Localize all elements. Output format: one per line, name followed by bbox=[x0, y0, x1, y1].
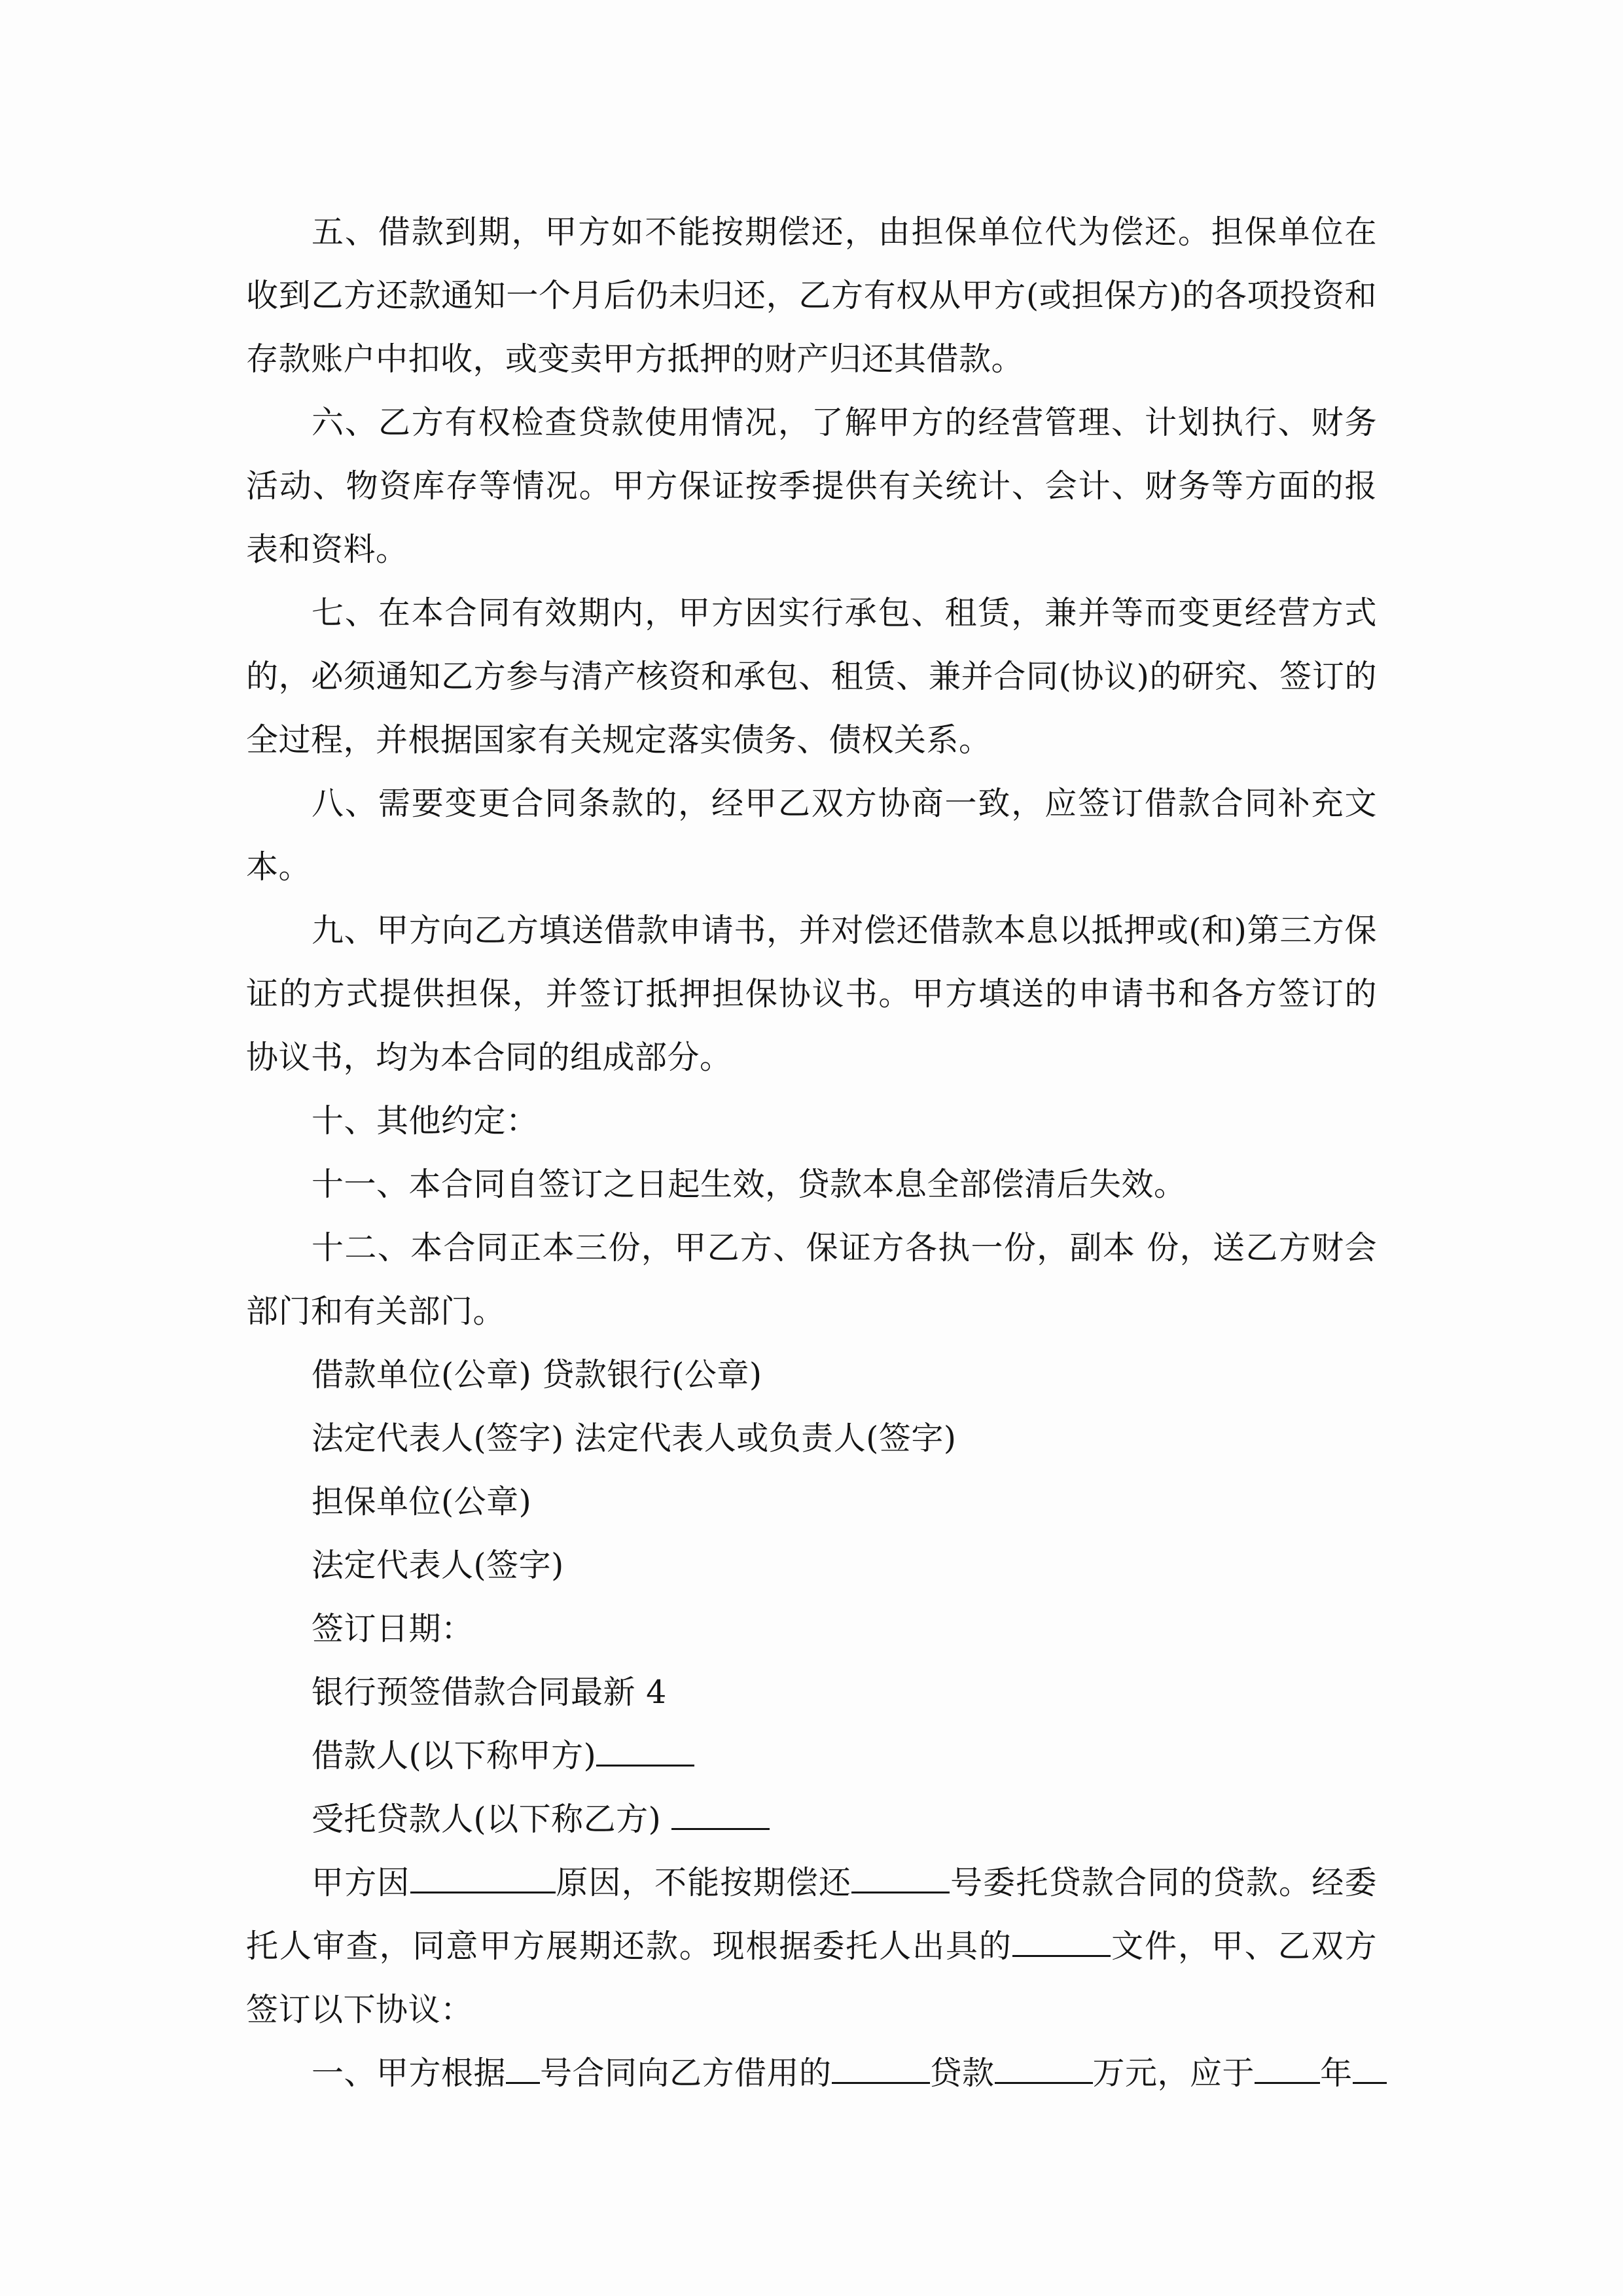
clause-6: 六、乙方有权检查贷款使用情况，了解甲方的经营管理、计划执行、财务活动、物资库存等情况。甲方保证按季提供有关统计、会计、财务等方面的报表和资料。 bbox=[246, 404, 1377, 568]
clause-1-line bbox=[246, 2041, 1377, 2105]
clause-1-contract-blank bbox=[506, 2053, 540, 2084]
document-body bbox=[246, 200, 1377, 2105]
signature-line-representatives: 法定代表人(签字) 法定代表人或负责人(签字) bbox=[312, 1420, 957, 1457]
lender-label: 受托贷款人(以下称乙方) bbox=[312, 1801, 662, 1838]
clause-8: 八、需要变更合同条款的，经甲乙双方协商一致，应签订借款合同补充文本。 bbox=[246, 785, 1377, 886]
clause-1-text-4: 万元，应于 bbox=[1092, 2054, 1255, 2092]
signature-line-guarantor-representative: 法定代表人(签字) bbox=[312, 1547, 564, 1584]
clause-1-text-1: 一、甲方根据 bbox=[312, 2054, 507, 2092]
signing-date-label: 签订日期： bbox=[312, 1610, 474, 1647]
extension-text-3: 号委托贷款合同的贷款。经委托人审查，同意甲方展期还款。现根据委托人出具的 bbox=[246, 1864, 1377, 1965]
extension-paragraph bbox=[246, 1851, 1377, 2041]
extension-text-1: 甲方因 bbox=[312, 1864, 410, 1901]
borrower-party-line bbox=[246, 1724, 1377, 1787]
lender-party-line bbox=[246, 1787, 1377, 1851]
clause-7: 七、在本合同有效期内，甲方因实行承包、租赁，兼并等而变更经营方式的，必须通知乙方参与清产核资和承包、租赁、兼并合同(协议)的研究、签订的全过程，并根据国家有关规定落实债务、债权关系。 bbox=[246, 594, 1378, 759]
signature-line-guarantor: 担保单位(公章) bbox=[312, 1483, 532, 1520]
clause-9: 九、甲方向乙方填送借款申请书，并对偿还借款本息以抵押或(和)第三方保证的方式提供担保，并签订抵押担保协议书。甲方填送的申请书和各方签订的协议书，均为本合同的组成部分。 bbox=[246, 912, 1377, 1076]
section-title: 银行预签借款合同最新 4 bbox=[312, 1674, 667, 1711]
borrower-name-blank bbox=[596, 1736, 694, 1767]
clause-1-year-blank bbox=[1255, 2053, 1320, 2084]
clause-1-month-blank bbox=[1353, 2053, 1387, 2084]
signature-line-borrower-bank: 借款单位(公章) 贷款银行(公章) bbox=[312, 1356, 762, 1393]
borrower-label: 借款人(以下称甲方) bbox=[312, 1737, 597, 1774]
lender-name-blank bbox=[671, 1799, 770, 1830]
clause-1-loan-type-blank bbox=[832, 2053, 930, 2084]
clause-11: 十一、本合同自签订之日起生效，贷款本息全部偿清后失效。 bbox=[312, 1166, 1186, 1203]
clause-10: 十、其他约定： bbox=[312, 1102, 539, 1139]
clause-12: 十二、本合同正本三份，甲乙方、保证方各执一份，副本 份，送乙方财会部门和有关部门。 bbox=[246, 1229, 1377, 1330]
clause-1-text-5: 年 bbox=[1320, 2054, 1353, 2092]
clause-1-text-2: 号合同向乙方借用的 bbox=[540, 2054, 832, 2092]
clause-1-text-3: 贷款 bbox=[929, 2054, 995, 2092]
extension-text-4: 文件，甲、乙双方签订以下协议： bbox=[246, 1928, 1377, 2028]
clause-5: 五、借款到期，甲方如不能按期偿还，由担保单位代为偿还。担保单位在收到乙方还款通知一个月后仍未归还，乙方有权从甲方(或担保方)的各项投资和存款账户中扣收，或变卖甲方抵押的财产归还其借款。 bbox=[246, 213, 1377, 378]
extension-text-2: 原因，不能按期偿还 bbox=[555, 1864, 852, 1901]
reason-blank bbox=[410, 1863, 556, 1893]
document-name-blank bbox=[1012, 1926, 1111, 1957]
clause-1-amount-blank bbox=[995, 2053, 1093, 2084]
contract-number-blank bbox=[851, 1863, 950, 1893]
